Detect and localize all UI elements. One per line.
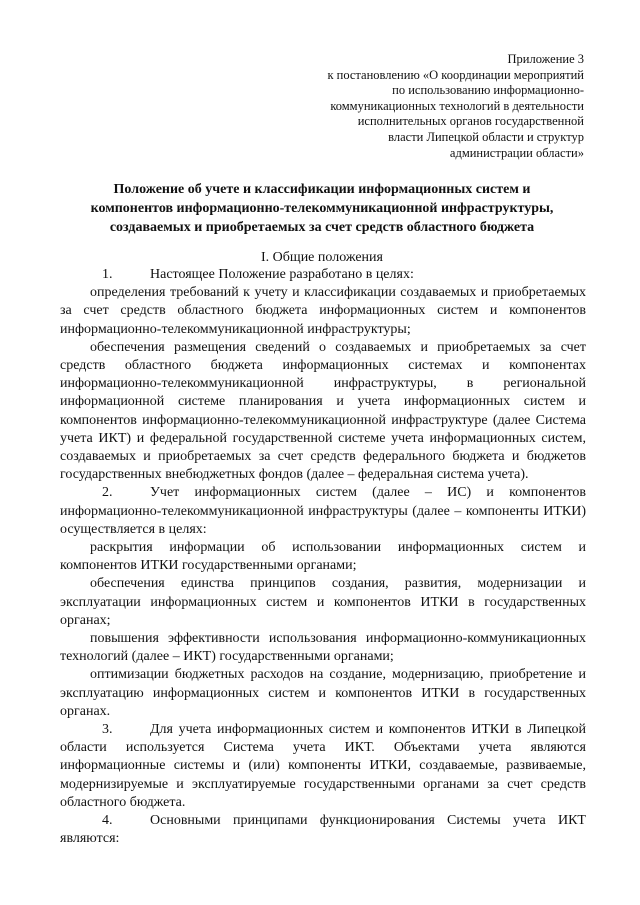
appendix-line: по использованию информационно- [392,83,584,98]
paragraph: оптимизации бюджетных расходов на создание, модернизацию, приобретение и эксплуатацию информационных систем и компонентов ИТКИ в государственных органах. [60,667,586,719]
title-line: Положение об учете и классификации информационных систем и [113,182,531,197]
title-line: компонентов информационно-телекоммуникационной инфраструктуры, [90,201,554,216]
paragraph-number: 1. [102,267,113,282]
appendix-line: коммуникационных технологий в деятельности [330,98,584,113]
paragraph: повышения эффективности использования информационно-коммуникационных технологий (далее – ИКТ) государственными органами; [60,631,586,665]
paragraph-number: 2. [102,485,113,501]
paragraph: обеспечения размещения сведений о создаваемых и приобретаемых за счет средств областного бюджета информационных системах и компонентах информационно-телекоммуникационной инфраструктуры, в региональной информационной системе планирования и учета информационных систем и компонентов информационно-телекоммуникационной инфраструктуре (далее Система учета ИКТ) и федеральной государственной системе учета информационных систем, создаваемых и приобретаемых за счет средств федерального бюджета и бюджетов государственных внебюджетных фондов (далее – федеральная система учета). [60,339,586,483]
appendix-line: администрации области» [449,145,584,160]
numbered-paragraph [60,484,586,539]
appendix-line: к постановлению «О координации мероприятий [327,67,584,82]
paragraph: обеспечения единства принципов создания, развития, модернизации и эксплуатации информационных систем и компонентов ИТКИ в государственных органах; [60,576,586,628]
paragraph-number: 4. [102,813,113,829]
paragraph-text: Настоящее Положение разработано в целях: [150,267,414,282]
numbered-paragraph [60,812,586,848]
paragraph-text: Для учета информационных систем и компонентов ИТКИ в Липецкой области используется Система учета ИКТ. Объектами учета являются информационные системы и (или) компоненты ИТКИ, создаваемые, развиваемые, модернизируемые и эксплуатируемые государственными органами за счет средств областного бюджета. [60,722,586,810]
title-line: создаваемых и приобретаемых за счет средств областного бюджета [109,220,535,235]
paragraph-text: Основными принципами функционирования Системы учета ИКТ являются: [60,813,586,847]
numbered-paragraph [60,266,586,284]
section-heading: I. Общие положения [261,250,383,265]
appendix-line: Приложение 3 [507,52,584,66]
paragraph-number: 3. [102,722,113,738]
document-body [60,266,586,849]
appendix-line: исполнительных органов государственной [357,114,584,129]
appendix-note [284,52,584,161]
document-title [60,180,584,237]
appendix-line: власти Липецкой области и структур [388,129,584,144]
paragraph: раскрытия информации об использовании информационных систем и компонентов ИТКИ государственными органами; [60,540,586,574]
numbered-paragraph [60,721,586,812]
paragraph-text: Учет информационных систем (далее – ИС) и компонентов информационно-телекоммуникационной инфраструктуры (далее – компоненты ИТКИ) осуществляется в целях: [60,485,586,537]
paragraph: определения требований к учету и классификации создаваемых и приобретаемых за счет средств областного бюджета информационных систем и компонентов информационно-телекоммуникационной инфраструктуры; [60,285,586,337]
